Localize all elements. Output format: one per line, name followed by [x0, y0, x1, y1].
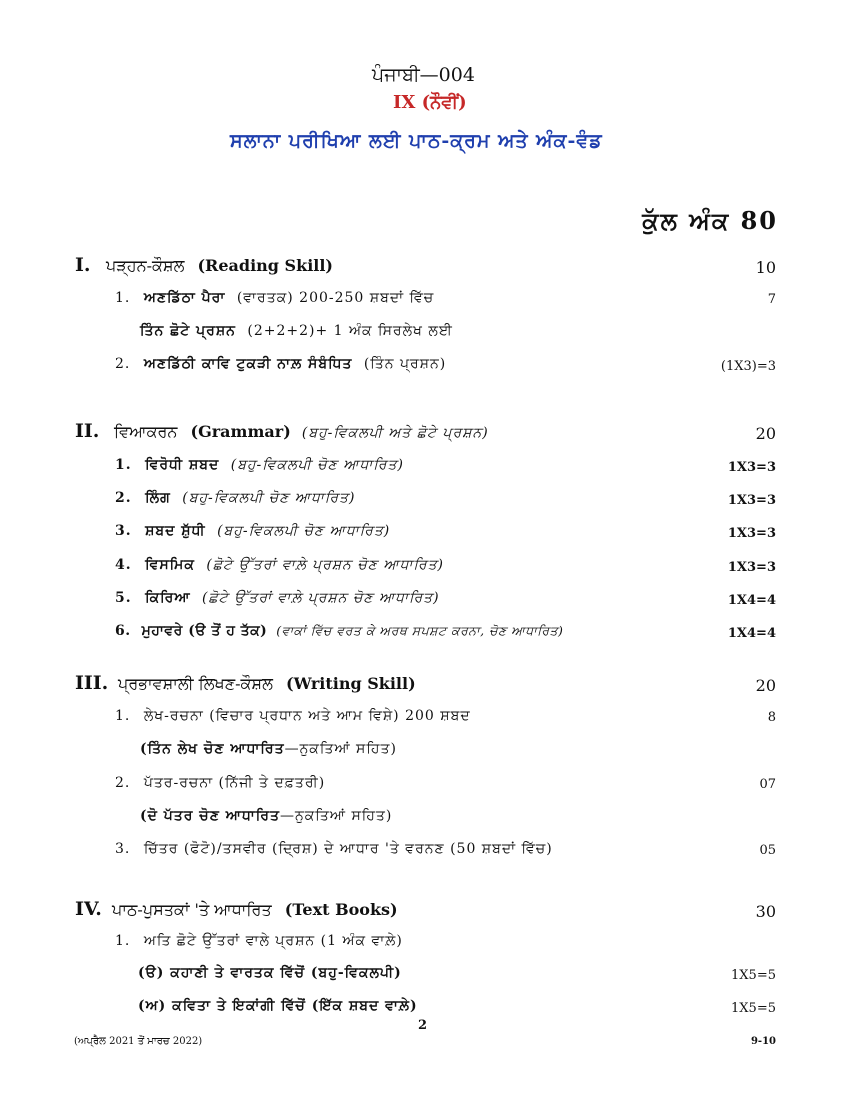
item-label: (ਅ) ਕਵਿਤਾ ਤੇ ਇਕਾਂਗੀ ਵਿੱਚੋਂ (ਇੱਕ ਸ਼ਬਦ ਵਾਲ਼ੇ) [138, 998, 418, 1014]
section-2-item-3 [115, 523, 390, 539]
section-1-roman: I. [75, 254, 91, 276]
section-3-item-1 [115, 708, 471, 724]
item-detail: ਪੱਤਰ-ਰਚਨਾ (ਨਿੱਜੀ ਤੇ ਦਫ਼ਤਰੀ) [143, 775, 326, 791]
section-1-item-2 [115, 356, 446, 372]
total-marks: ਕੁੱਲ ਅੰਕ 80 [642, 206, 778, 235]
item-number: 6. [115, 623, 131, 639]
item-detail: (ਵਾਕਾਂ ਵਿੱਚ ਵਰਤ ਕੇ ਅਰਥ ਸਪਸ਼ਟ ਕਰਨਾ, ਚੋਣ ਆਧਾਰਿਤ) [276, 623, 564, 638]
section-2-item-4-marks: 1X3=3 [727, 560, 776, 575]
section-3-item-1-sub [140, 741, 397, 757]
section-1-marks: 10 [755, 258, 776, 277]
item-detail: —ਨੁਕਤਿਆਂ ਸਹਿਤ) [279, 808, 393, 824]
section-1-title-pa: ਪੜ੍ਹਨ-ਕੌਸ਼ਲ [106, 256, 185, 275]
item-detail: (ਤਿੰਨ ਪ੍ਰਸ਼ਨ) [363, 356, 447, 372]
section-4-roman: IV. [75, 898, 102, 920]
item-label: (ਦੋ ਪੱਤਰ ਚੋਣ ਆਧਾਰਿਤ [140, 808, 280, 824]
section-1-item-2-marks: (1X3)=3 [720, 359, 776, 374]
item-number: 5. [115, 590, 132, 606]
section-3-item-3 [115, 841, 553, 857]
section-1-item-1-sub [140, 323, 453, 339]
section-2-item-2-marks: 1X3=3 [727, 493, 776, 508]
section-3-roman: III. [75, 672, 109, 694]
section-2-item-1 [115, 457, 404, 473]
item-detail: (ਛੋਟੇ ਉੱਤਰਾਂ ਵਾਲ਼ੇ ਪ੍ਰਸ਼ਨ ਚੋਣ ਆਧਾਰਿਤ) [206, 557, 444, 573]
item-detail: (2+2+2)+ 1 ਅੰਕ ਸਿਰਲੇਖ ਲਈ [247, 323, 453, 339]
section-4-title [112, 900, 398, 920]
item-number: 1. [115, 457, 132, 473]
section-2-title-pa: ਵਿਆਕਰਨ [114, 422, 178, 441]
item-number: 3. [115, 841, 131, 857]
section-2-title [114, 422, 489, 442]
section-3-title-en: (Writing Skill) [286, 674, 416, 693]
item-detail: (ਬਹੁ-ਵਿਕਲਪੀ ਚੋਣ ਆਧਾਰਿਤ) [182, 490, 356, 506]
item-detail: ਚਿੱਤਰ (ਫੋਟੋ)/ਤਸਵੀਰ (ਦ੍ਰਿਸ਼) ਦੇ ਆਧਾਰ 'ਤੇ ਵਰਨਣ (50 ਸ਼ਬਦਾਂ ਵਿੱਚ) [143, 841, 553, 857]
item-label: ਅਣਡਿੱਠੀ ਕਾਵਿ ਟੁਕੜੀ ਨਾਲ਼ ਸੰਬੰਧਿਤ [143, 356, 353, 372]
item-label: ਵਿਸਮਿਕ [145, 557, 195, 573]
item-number: 3. [115, 523, 132, 539]
item-number: 1. [115, 290, 131, 306]
item-number: 2. [115, 356, 131, 372]
section-3-item-2-marks: 07 [759, 777, 776, 792]
section-4-item-1b [138, 998, 418, 1014]
section-1-title [106, 256, 333, 276]
section-2-title-en: (Grammar) [190, 422, 291, 441]
item-number: 4. [115, 557, 132, 573]
section-3-marks: 20 [755, 676, 776, 695]
page-number: 2 [418, 1018, 428, 1033]
footer-code: 9-10 [750, 1036, 776, 1047]
item-label: ਤਿੰਨ ਛੋਟੇ ਪ੍ਰਸ਼ਨ [140, 323, 236, 339]
item-label: ਲਿੰਗ [145, 490, 171, 506]
section-3-item-2 [115, 775, 325, 791]
section-4-title-en: (Text Books) [284, 900, 398, 919]
subject-title: ਪੰਜਾਬੀ—004 [372, 64, 475, 86]
section-3-title-pa: ਪ੍ਰਭਾਵਸ਼ਾਲੀ ਲਿਖਣ-ਕੌਸ਼ਲ [118, 674, 273, 693]
item-number: 2. [115, 775, 131, 791]
section-2-item-4 [115, 557, 444, 573]
section-3-item-1-marks: 8 [767, 710, 776, 725]
section-2-marks: 20 [755, 424, 776, 443]
class-label: IX (ਨੌਵੀਂ) [393, 92, 467, 113]
section-4-item-1a-marks: 1X5=5 [731, 968, 776, 983]
section-2-item-6 [115, 623, 563, 639]
item-label: ਮੁਹਾਵਰੇ (ੳ ਤੋਂ ਹ ਤੱਕ) [141, 623, 268, 639]
item-label: ਕਿਰਿਆ [145, 590, 191, 606]
section-4-item-1a [138, 965, 402, 981]
section-2-item-6-marks: 1X4=4 [727, 626, 776, 641]
item-label: (ੳ) ਕਹਾਣੀ ਤੇ ਵਾਰਤਕ ਵਿੱਚੋਂ (ਬਹੁ-ਵਿਕਲਪੀ) [138, 965, 402, 981]
section-2-note: (ਬਹੁ-ਵਿਕਲਪੀ ਅਤੇ ਛੋਟੇ ਪ੍ਰਸ਼ਨ) [301, 425, 489, 441]
section-4-item-1 [115, 933, 403, 949]
item-detail: (ਬਹੁ-ਵਿਕਲਪੀ ਚੋਣ ਆਧਾਰਿਤ) [230, 457, 404, 473]
item-label: ਅਣਡਿੱਠਾ ਪੈਰਾ [143, 290, 226, 306]
section-3-title [118, 674, 416, 694]
item-detail: (ਛੋਟੇ ਉੱਤਰਾਂ ਵਾਲ਼ੇ ਪ੍ਰਸ਼ਨ ਚੋਣ ਆਧਾਰਿਤ) [202, 590, 440, 606]
item-number: 2. [115, 490, 132, 506]
item-label: ਸ਼ਬਦ ਸ਼ੁੱਧੀ [145, 523, 206, 539]
section-1-item-1-marks: 7 [767, 292, 776, 307]
section-3-item-3-marks: 05 [759, 843, 776, 858]
section-4-title-pa: ਪਾਠ-ਪੁਸਤਕਾਂ 'ਤੇ ਆਧਾਰਿਤ [112, 900, 272, 919]
syllabus-heading: ਸਲਾਨਾ ਪਰੀਖਿਆ ਲਈ ਪਾਠ-ਕ੍ਰਮ ਅਤੇ ਅੰਕ-ਵੰਡ [230, 130, 603, 152]
section-1-item-1 [115, 290, 434, 306]
section-3-item-2-sub [140, 808, 392, 824]
section-1-title-en: (Reading Skill) [197, 256, 333, 275]
item-detail: —ਨੁਕਤਿਆਂ ਸਹਿਤ) [284, 741, 397, 757]
item-number: 1. [115, 708, 131, 724]
section-4-marks: 30 [755, 902, 776, 921]
section-2-item-5-marks: 1X4=4 [727, 593, 776, 608]
item-label: (ਤਿੰਨ ਲੇਖ ਚੋਣ ਆਧਾਰਿਤ [140, 741, 285, 757]
section-2-item-5 [115, 590, 440, 606]
item-label: ਵਿਰੋਧੀ ਸ਼ਬਦ [145, 457, 220, 473]
footer-date-range: (ਅਪ੍ਰੈਲ 2021 ਤੋਂ ਮਾਰਚ 2022) [74, 1036, 203, 1047]
section-2-roman: II. [75, 420, 100, 442]
section-2-item-3-marks: 1X3=3 [727, 526, 776, 541]
item-detail: ਲੇਖ-ਰਚਨਾ (ਵਿਚਾਰ ਪ੍ਰਧਾਨ ਅਤੇ ਆਮ ਵਿਸ਼ੇ) 200 ਸ਼ਬਦ [143, 708, 471, 724]
section-2-item-1-marks: 1X3=3 [727, 460, 776, 475]
item-detail: ਅਤਿ ਛੋਟੇ ਉੱਤਰਾਂ ਵਾਲੇ ਪ੍ਰਸ਼ਨ (1 ਅੰਕ ਵਾਲ਼ੇ) [143, 933, 403, 949]
item-number: 1. [115, 933, 131, 949]
section-4-item-1b-marks: 1X5=5 [731, 1001, 776, 1016]
item-detail: (ਵਾਰਤਕ) 200-250 ਸ਼ਬਦਾਂ ਵਿੱਚ [236, 290, 435, 306]
section-2-item-2 [115, 490, 355, 506]
item-detail: (ਬਹੁ-ਵਿਕਲਪੀ ਚੋਣ ਆਧਾਰਿਤ) [217, 523, 391, 539]
